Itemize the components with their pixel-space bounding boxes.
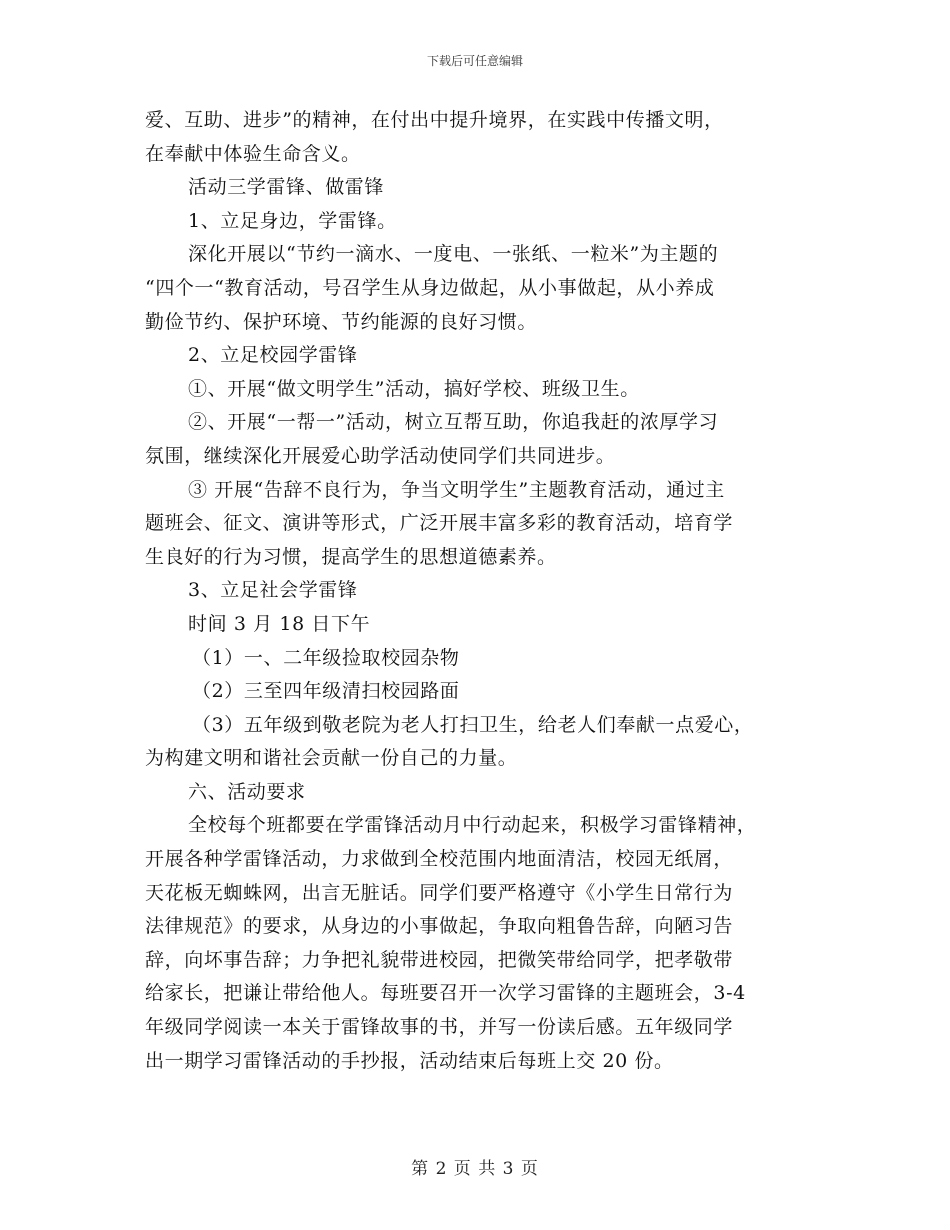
list-item: ③ 开展“告辞不良行为，争当文明学生”主题教育活动，通过主 — [188, 478, 725, 501]
paragraph-line: 生良好的行为习惯，提高学生的思想道德素养。 — [145, 545, 557, 568]
paragraph-line: 深化开展以“节约一滴水、一度电、一张纸、一粒米”为主题的 — [188, 243, 719, 266]
paragraph-line: 爱、互助、进步”的精神，在付出中提升境界，在实践中传播文明， — [145, 109, 724, 131]
paragraph-line: “四个一“教育活动，号召学生从身边做起，从小事做起，从小养成 — [145, 276, 715, 299]
section-heading: 活动三学雷锋、做雷锋 — [188, 176, 385, 199]
paragraph-line: 为构建文明和谐社会贡献一份自己的力量。 — [145, 747, 518, 770]
paragraph-line: 给家长，把谦让带给他人。每班要召开一次学习雷锋的主题班会，3-4 — [145, 982, 746, 1005]
list-item: （3）五年级到敬老院为老人打扫卫生，给老人们奉献一点爱心， — [192, 713, 754, 736]
paragraph-line: 出一期学习雷锋活动的手抄报，活动结束后每班上交 20 份。 — [145, 1049, 674, 1072]
subsection-heading: 3、立足社会学雷锋 — [188, 579, 358, 602]
subsection-heading: 2、立足校园学雷锋 — [188, 344, 358, 367]
paragraph-line: 氛围，继续深化开展爱心助学活动使同学们共同进步。 — [145, 444, 616, 467]
paragraph-line: 开展各种学雷锋活动，力求做到全校范围内地面清洁，校园无纸屑， — [145, 848, 734, 871]
paragraph-line: 全校每个班都要在学雷锋活动月中行动起来，积极学习雷锋精神， — [188, 814, 757, 837]
page-footer: 第 2 页 共 3 页 — [411, 1159, 539, 1179]
paragraph-line: 题班会、征文、演讲等形式，广泛开展丰富多彩的教育活动，培育学 — [145, 512, 734, 535]
list-item: ②、开展“一帮一”活动，树立互帮互助，你追我赶的浓厚学习 — [188, 411, 719, 434]
list-item: ①、开展“做文明学生”活动，搞好学校、班级卫生。 — [188, 377, 640, 400]
paragraph-line: 时间 3 月 18 日下午 — [188, 612, 371, 635]
subsection-heading: 1、立足身边，学雷锋。 — [188, 209, 397, 232]
paragraph-line: 天花板无蜘蛛网，出言无脏话。同学们要严格遵守《小学生日常行为 — [145, 881, 734, 904]
paragraph-line: 勤俭节约、保护环境、节约能源的良好习惯。 — [145, 310, 538, 333]
paragraph-line: 在奉献中体验生命含义。 — [145, 142, 361, 165]
list-item: （2）三至四年级清扫校园路面 — [192, 680, 460, 703]
page-header: 下载后可任意编辑 — [426, 54, 523, 68]
section-heading: 六、活动要求 — [188, 780, 306, 803]
list-item: （1）一、二年级捡取校园杂物 — [192, 646, 460, 669]
paragraph-line: 辞，向坏事告辞；力争把礼貌带进校园，把微笑带给同学，把孝敬带 — [145, 948, 734, 971]
paragraph-line: 法律规范》的要求，从身边的小事做起，争取向粗鲁告辞，向陋习告 — [145, 915, 734, 938]
document-body — [145, 104, 810, 1078]
paragraph-line: 年级同学阅读一本关于雷锋故事的书，并写一份读后感。五年级同学 — [145, 1016, 734, 1039]
